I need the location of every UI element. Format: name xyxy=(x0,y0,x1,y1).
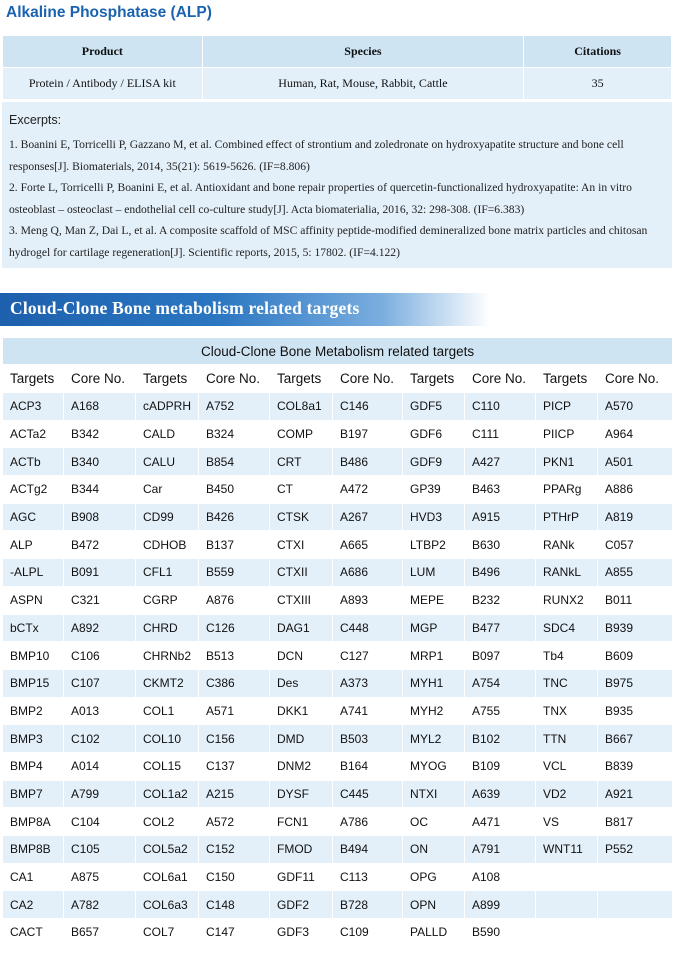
target-name-cell: GDF2 xyxy=(270,891,333,919)
target-name-cell: COL15 xyxy=(136,752,199,780)
core-no-cell: A921 xyxy=(598,780,673,808)
core-no-cell: A572 xyxy=(199,808,270,836)
core-no-cell: C147 xyxy=(199,919,270,947)
core-no-cell: B854 xyxy=(199,448,270,476)
core-no-cell: B494 xyxy=(333,836,403,864)
target-name-cell: DYSF xyxy=(270,780,333,808)
target-name-cell: CGRP xyxy=(136,586,199,614)
target-name-cell xyxy=(536,891,598,919)
target-name-cell: VS xyxy=(536,808,598,836)
target-name-cell: DAG1 xyxy=(270,614,333,642)
target-name-cell: TNX xyxy=(536,697,598,725)
core-no-cell: C107 xyxy=(64,669,136,697)
target-name-cell: CHRNb2 xyxy=(136,642,199,670)
target-name-cell: CALU xyxy=(136,448,199,476)
target-name-cell: COMP xyxy=(270,420,333,448)
target-name-cell: MGP xyxy=(403,614,465,642)
core-no-cell: B463 xyxy=(465,476,536,504)
core-no-cell: B513 xyxy=(199,642,270,670)
product-table-row xyxy=(3,68,672,100)
target-name-cell: OPG xyxy=(403,863,465,891)
core-no-cell: B667 xyxy=(598,725,673,753)
target-name-cell: COL7 xyxy=(136,919,199,947)
core-no-cell: B477 xyxy=(465,614,536,642)
page-title: Alkaline Phosphatase (ALP) xyxy=(6,4,212,21)
header-core-no: Core No. xyxy=(598,365,673,393)
target-name-cell: bCTx xyxy=(3,614,64,642)
table-row xyxy=(3,725,673,753)
header-targets: Targets xyxy=(536,365,598,393)
core-no-cell: A799 xyxy=(64,780,136,808)
target-name-cell: CTXII xyxy=(270,559,333,587)
core-no-cell: A267 xyxy=(333,503,403,531)
table-row xyxy=(3,836,673,864)
core-no-cell: B817 xyxy=(598,808,673,836)
target-name-cell: COL8a1 xyxy=(270,393,333,421)
target-name-cell: COL6a3 xyxy=(136,891,199,919)
core-no-cell: A108 xyxy=(465,863,536,891)
target-name-cell: VCL xyxy=(536,752,598,780)
target-name-cell: WNT11 xyxy=(536,836,598,864)
core-no-cell: B011 xyxy=(598,586,673,614)
target-name-cell: CTSK xyxy=(270,503,333,531)
table-row xyxy=(3,393,673,421)
core-no-cell: A875 xyxy=(64,863,136,891)
table-row xyxy=(3,752,673,780)
core-no-cell: A752 xyxy=(199,393,270,421)
target-name-cell: DMD xyxy=(270,725,333,753)
core-no-cell: B486 xyxy=(333,448,403,476)
core-no-cell: C111 xyxy=(465,420,536,448)
table-row xyxy=(3,697,673,725)
citations-value: 35 xyxy=(524,68,672,100)
table-row xyxy=(3,669,673,697)
core-no-cell: B908 xyxy=(64,503,136,531)
target-name-cell: CTXI xyxy=(270,531,333,559)
core-no-cell: B609 xyxy=(598,642,673,670)
core-no-cell: A014 xyxy=(64,752,136,780)
target-name-cell: OPN xyxy=(403,891,465,919)
header-targets: Targets xyxy=(403,365,465,393)
core-no-cell: A915 xyxy=(465,503,536,531)
core-no-cell: B426 xyxy=(199,503,270,531)
target-name-cell: CHRD xyxy=(136,614,199,642)
target-name-cell: CTXIII xyxy=(270,586,333,614)
core-no-cell: B091 xyxy=(64,559,136,587)
target-name-cell: MYH2 xyxy=(403,697,465,725)
target-name-cell: CALD xyxy=(136,420,199,448)
core-no-cell: C102 xyxy=(64,725,136,753)
core-no-cell: A755 xyxy=(465,697,536,725)
target-name-cell: BMP8B xyxy=(3,836,64,864)
table-row xyxy=(3,863,673,891)
target-name-cell: VD2 xyxy=(536,780,598,808)
target-name-cell: LTBP2 xyxy=(403,531,465,559)
core-no-cell: C113 xyxy=(333,863,403,891)
core-no-cell: C445 xyxy=(333,780,403,808)
target-name-cell: GDF11 xyxy=(270,863,333,891)
target-name-cell: CT xyxy=(270,476,333,504)
core-no-cell: B097 xyxy=(465,642,536,670)
core-no-cell: B164 xyxy=(333,752,403,780)
core-no-cell: B102 xyxy=(465,725,536,753)
target-name-cell: TTN xyxy=(536,725,598,753)
target-name-cell: -ALPL xyxy=(3,559,64,587)
target-name-cell: FMOD xyxy=(270,836,333,864)
core-no-cell: A570 xyxy=(598,393,673,421)
target-name-cell: DCN xyxy=(270,642,333,670)
table-row xyxy=(3,919,673,947)
target-name-cell: NTXI xyxy=(403,780,465,808)
header-targets: Targets xyxy=(136,365,199,393)
core-no-cell: C104 xyxy=(64,808,136,836)
core-no-cell: C321 xyxy=(64,586,136,614)
target-name-cell: ACP3 xyxy=(3,393,64,421)
targets-table-caption-row xyxy=(3,338,673,365)
core-no-cell: A754 xyxy=(465,669,536,697)
core-no-cell: C386 xyxy=(199,669,270,697)
core-no-cell: B232 xyxy=(465,586,536,614)
core-no-cell: A899 xyxy=(465,891,536,919)
target-name-cell: ALP xyxy=(3,531,64,559)
core-no-cell: C109 xyxy=(333,919,403,947)
table-row xyxy=(3,531,673,559)
target-name-cell: GDF5 xyxy=(403,393,465,421)
header-species: Species xyxy=(202,36,523,68)
core-no-cell: B975 xyxy=(598,669,673,697)
core-no-cell: A855 xyxy=(598,559,673,587)
core-no-cell: C137 xyxy=(199,752,270,780)
core-no-cell: C106 xyxy=(64,642,136,670)
core-no-cell: A501 xyxy=(598,448,673,476)
core-no-cell xyxy=(598,863,673,891)
core-no-cell: A782 xyxy=(64,891,136,919)
header-core-no: Core No. xyxy=(465,365,536,393)
target-name-cell: RANkL xyxy=(536,559,598,587)
target-name-cell: CACT xyxy=(3,919,64,947)
core-no-cell: B503 xyxy=(333,725,403,753)
core-no-cell: C448 xyxy=(333,614,403,642)
target-name-cell: GDF6 xyxy=(403,420,465,448)
target-name-cell: DKK1 xyxy=(270,697,333,725)
target-name-cell: COL2 xyxy=(136,808,199,836)
target-name-cell: CRT xyxy=(270,448,333,476)
table-row xyxy=(3,420,673,448)
target-name-cell: COL10 xyxy=(136,725,199,753)
core-no-cell: A571 xyxy=(199,697,270,725)
header-targets: Targets xyxy=(3,365,64,393)
target-name-cell: CA1 xyxy=(3,863,64,891)
target-name-cell: COL1a2 xyxy=(136,780,199,808)
target-name-cell: PTHrP xyxy=(536,503,598,531)
target-name-cell: MYOG xyxy=(403,752,465,780)
targets-table-header-row xyxy=(3,365,673,393)
core-no-cell: A964 xyxy=(598,420,673,448)
core-no-cell xyxy=(598,891,673,919)
species-value: Human, Rat, Mouse, Rabbit, Cattle xyxy=(202,68,523,100)
core-no-cell xyxy=(598,919,673,947)
core-no-cell: B197 xyxy=(333,420,403,448)
target-name-cell: PICP xyxy=(536,393,598,421)
header-core-no: Core No. xyxy=(64,365,136,393)
core-no-cell: B472 xyxy=(64,531,136,559)
header-citations: Citations xyxy=(524,36,672,68)
target-name-cell: MYL2 xyxy=(403,725,465,753)
core-no-cell: C156 xyxy=(199,725,270,753)
core-no-cell: B344 xyxy=(64,476,136,504)
target-name-cell: ACTg2 xyxy=(3,476,64,504)
table-row xyxy=(3,642,673,670)
core-no-cell: B590 xyxy=(465,919,536,947)
core-no-cell: A427 xyxy=(465,448,536,476)
target-name-cell: ASPN xyxy=(3,586,64,614)
target-name-cell: COL5a2 xyxy=(136,836,199,864)
target-name-cell: PIICP xyxy=(536,420,598,448)
core-no-cell: C126 xyxy=(199,614,270,642)
product-value: Protein / Antibody / ELISA kit xyxy=(3,68,203,100)
core-no-cell: B496 xyxy=(465,559,536,587)
core-no-cell: B630 xyxy=(465,531,536,559)
target-name-cell: BMP2 xyxy=(3,697,64,725)
core-no-cell: A686 xyxy=(333,559,403,587)
core-no-cell: A893 xyxy=(333,586,403,614)
target-name-cell: FCN1 xyxy=(270,808,333,836)
table-row xyxy=(3,476,673,504)
core-no-cell: A215 xyxy=(199,780,270,808)
target-name-cell: ACTb xyxy=(3,448,64,476)
target-name-cell: CA2 xyxy=(3,891,64,919)
target-name-cell: CKMT2 xyxy=(136,669,199,697)
excerpt-item: 1. Boanini E, Torricelli P, Gazzano M, et al. Combined effect of strontium and zoledronate on hydroxyapatite structure and bone cell responses[J]. Biomaterials, 2014, 35(21): 5619-5626. (IF=8.806) xyxy=(9,138,624,173)
target-name-cell: DNM2 xyxy=(270,752,333,780)
excerpt-item: 2. Forte L, Torricelli P, Boanini E, et al. Antioxidant and bone repair properties of quercetin-functionalized hydroxyapatite: An in vitro osteoblast – osteoclast – endothelial cell co-culture study[J]. Acta biomaterialia, 2016, 32: 298-308. (IF=6.383) xyxy=(9,181,632,216)
core-no-cell: C057 xyxy=(598,531,673,559)
section-banner-title: Cloud-Clone Bone metabolism related targets xyxy=(10,298,360,318)
core-no-cell: B935 xyxy=(598,697,673,725)
target-name-cell: COL6a1 xyxy=(136,863,199,891)
core-no-cell: C105 xyxy=(64,836,136,864)
target-name-cell: PKN1 xyxy=(536,448,598,476)
core-no-cell: B324 xyxy=(199,420,270,448)
target-name-cell: TNC xyxy=(536,669,598,697)
core-no-cell: C148 xyxy=(199,891,270,919)
target-name-cell: BMP8A xyxy=(3,808,64,836)
core-no-cell: A892 xyxy=(64,614,136,642)
target-name-cell: OC xyxy=(403,808,465,836)
core-no-cell: A791 xyxy=(465,836,536,864)
core-no-cell: B450 xyxy=(199,476,270,504)
target-name-cell: CD99 xyxy=(136,503,199,531)
core-no-cell: A741 xyxy=(333,697,403,725)
excerpt-item: 3. Meng Q, Man Z, Dai L, et al. A composite scaffold of MSC affinity peptide-modified demineralized bone matrix particles and chitosan hydrogel for cartilage regeneration[J]. Scientific reports, 2015, 5: 17802. (IF=4.122) xyxy=(9,224,648,259)
table-row xyxy=(3,891,673,919)
core-no-cell: A876 xyxy=(199,586,270,614)
target-name-cell: Des xyxy=(270,669,333,697)
core-no-cell: A886 xyxy=(598,476,673,504)
core-no-cell: A013 xyxy=(64,697,136,725)
target-name-cell: PPARg xyxy=(536,476,598,504)
excerpts-label: Excerpts: xyxy=(9,113,62,127)
target-name-cell: RANk xyxy=(536,531,598,559)
target-name-cell: AGC xyxy=(3,503,64,531)
target-name-cell: BMP4 xyxy=(3,752,64,780)
header-product: Product xyxy=(3,36,203,68)
target-name-cell: Tb4 xyxy=(536,642,598,670)
target-name-cell: SDC4 xyxy=(536,614,598,642)
core-no-cell: C127 xyxy=(333,642,403,670)
target-name-cell: cADPRH xyxy=(136,393,199,421)
core-no-cell: B657 xyxy=(64,919,136,947)
target-name-cell: Car xyxy=(136,476,199,504)
core-no-cell: A665 xyxy=(333,531,403,559)
table-row xyxy=(3,614,673,642)
core-no-cell: B109 xyxy=(465,752,536,780)
target-name-cell: GP39 xyxy=(403,476,465,504)
target-name-cell: CDHOB xyxy=(136,531,199,559)
target-name-cell xyxy=(536,919,598,947)
target-name-cell: HVD3 xyxy=(403,503,465,531)
core-no-cell: A472 xyxy=(333,476,403,504)
core-no-cell: P552 xyxy=(598,836,673,864)
target-name-cell: ON xyxy=(403,836,465,864)
table-row xyxy=(3,448,673,476)
header-targets: Targets xyxy=(270,365,333,393)
target-name-cell: GDF3 xyxy=(270,919,333,947)
target-name-cell: GDF9 xyxy=(403,448,465,476)
header-core-no: Core No. xyxy=(333,365,403,393)
core-no-cell: C150 xyxy=(199,863,270,891)
table-row xyxy=(3,586,673,614)
core-no-cell: B939 xyxy=(598,614,673,642)
core-no-cell: C110 xyxy=(465,393,536,421)
core-no-cell: B342 xyxy=(64,420,136,448)
target-name-cell xyxy=(536,863,598,891)
target-name-cell: COL1 xyxy=(136,697,199,725)
table-row xyxy=(3,808,673,836)
core-no-cell: B559 xyxy=(199,559,270,587)
core-no-cell: B340 xyxy=(64,448,136,476)
target-name-cell: BMP3 xyxy=(3,725,64,753)
target-name-cell: BMP10 xyxy=(3,642,64,670)
core-no-cell: C152 xyxy=(199,836,270,864)
table-row xyxy=(3,503,673,531)
core-no-cell: A373 xyxy=(333,669,403,697)
target-name-cell: MYH1 xyxy=(403,669,465,697)
target-name-cell: MEPE xyxy=(403,586,465,614)
core-no-cell: A639 xyxy=(465,780,536,808)
core-no-cell: A471 xyxy=(465,808,536,836)
product-table-header-row xyxy=(3,36,672,68)
target-name-cell: RUNX2 xyxy=(536,586,598,614)
table-row xyxy=(3,780,673,808)
core-no-cell: A819 xyxy=(598,503,673,531)
core-no-cell: B839 xyxy=(598,752,673,780)
target-name-cell: ACTa2 xyxy=(3,420,64,448)
target-name-cell: BMP7 xyxy=(3,780,64,808)
section-banner xyxy=(0,293,490,326)
core-no-cell: B137 xyxy=(199,531,270,559)
product-table xyxy=(2,35,672,100)
target-name-cell: MRP1 xyxy=(403,642,465,670)
targets-table xyxy=(2,337,673,947)
target-name-cell: LUM xyxy=(403,559,465,587)
targets-table-caption: Cloud-Clone Bone Metabolism related targets xyxy=(3,338,673,365)
target-name-cell: PALLD xyxy=(403,919,465,947)
excerpts-panel xyxy=(2,102,672,268)
header-core-no: Core No. xyxy=(199,365,270,393)
core-no-cell: A168 xyxy=(64,393,136,421)
target-name-cell: CFL1 xyxy=(136,559,199,587)
core-no-cell: A786 xyxy=(333,808,403,836)
core-no-cell: C146 xyxy=(333,393,403,421)
table-row xyxy=(3,559,673,587)
core-no-cell: B728 xyxy=(333,891,403,919)
target-name-cell: BMP15 xyxy=(3,669,64,697)
